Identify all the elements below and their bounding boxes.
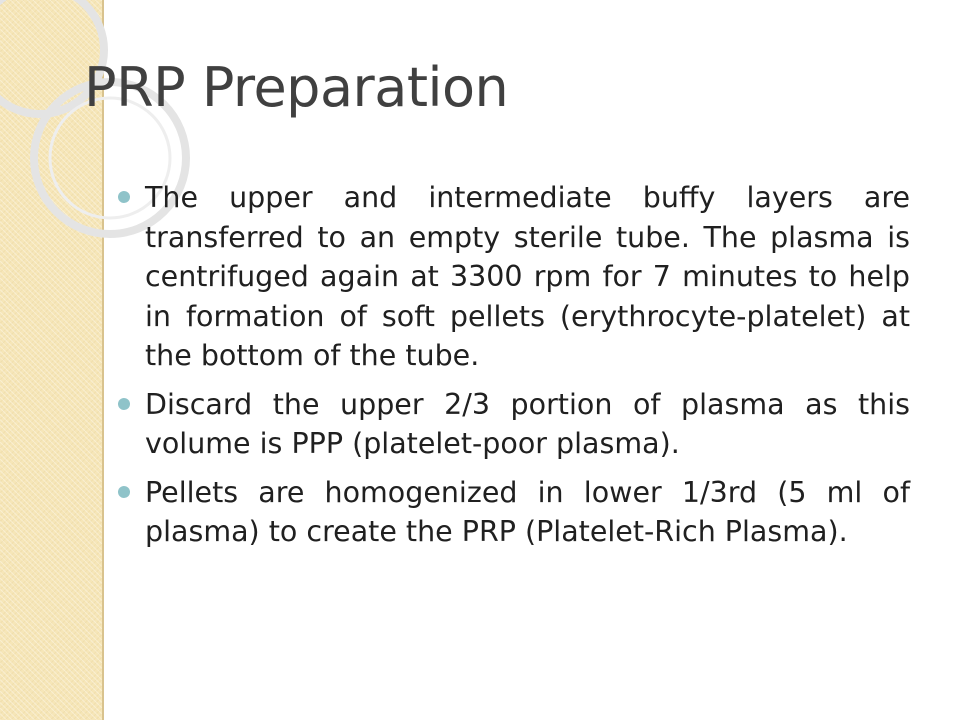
bullet-text: Pellets are homogenized in lower 1/3rd (5 ml of plasma) to create the PRP (Platelet-Rich Plasma).: [145, 475, 910, 548]
bullet-text: Discard the upper 2/3 portion of plasma as this volume is PPP (platelet-poor plasma).: [145, 387, 910, 460]
bullet-item: [118, 385, 910, 464]
bullet-item: [118, 473, 910, 552]
bullet-text: The upper and intermediate buffy layers are transferred to an empty sterile tube. The plasma is centrifuged again at 3300 rpm for 7 minutes to help in formation of soft pellets (erythrocyte-platelet) at the bottom of the tube.: [145, 181, 910, 372]
bullet-dot-icon: [118, 398, 130, 410]
bullet-dot-icon: [118, 191, 130, 203]
slide-title: PRP Preparation: [84, 56, 509, 119]
bullet-list: [118, 178, 910, 561]
bullet-item: [118, 178, 910, 376]
bullet-dot-icon: [118, 486, 130, 498]
